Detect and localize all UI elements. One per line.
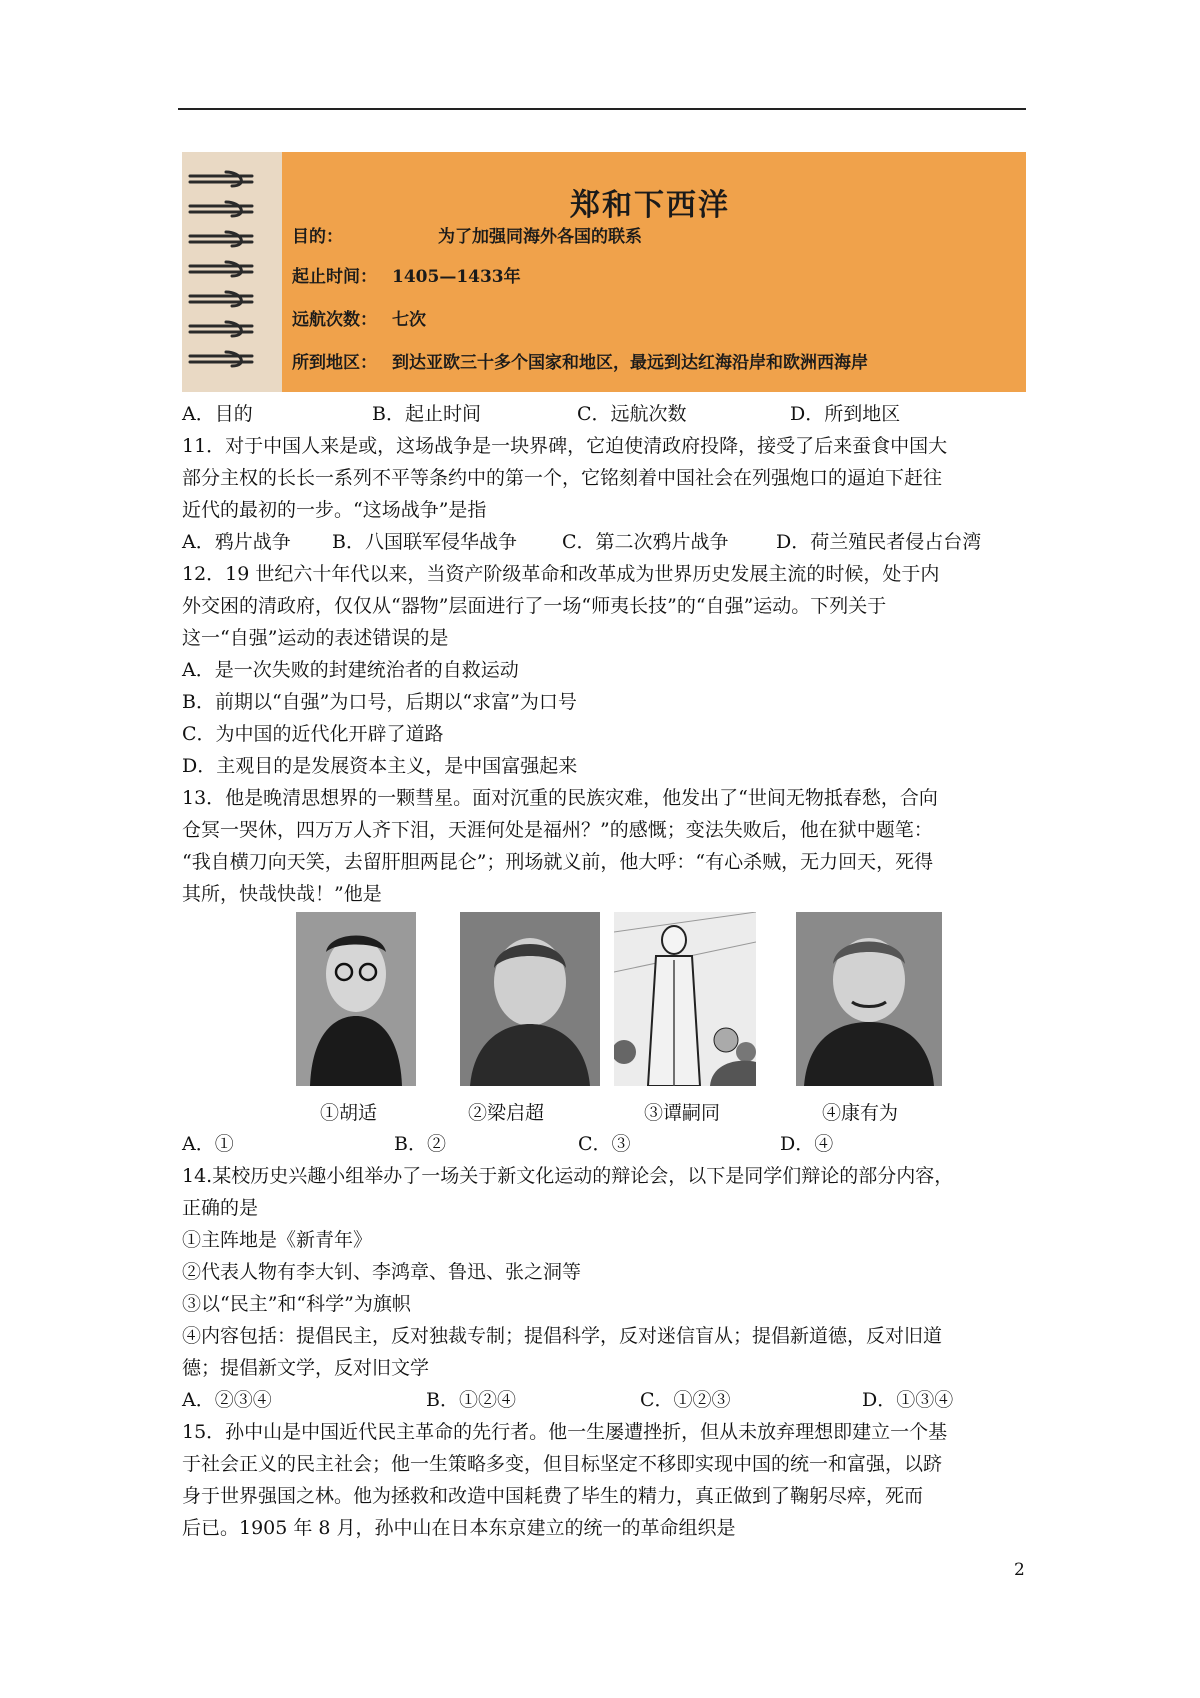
page-number: 2 [1014, 1560, 1025, 1580]
portrait-hu-shi-image [296, 912, 416, 1086]
caption-1: ①胡适 [320, 1102, 378, 1124]
portrait-liang-qichao-image [460, 912, 600, 1086]
q12-option-b[interactable]: B．前期以“自强”为口号，后期以“求富”为口号 [182, 691, 577, 713]
q13-option-b[interactable]: B．② [394, 1133, 446, 1155]
q14-statement: ③以“民主”和“科学”为旗帜 [182, 1293, 411, 1315]
q14-option-c[interactable]: C．①②③ [640, 1389, 731, 1411]
notebook-spine [182, 152, 282, 392]
card-row-value: 到达亚欧三十多个国家和地区，最远到达红海沿岸和欧洲西海岸 [392, 353, 868, 373]
q11-option-a[interactable]: A．鸦片战争 [182, 531, 291, 553]
q13-stem [182, 782, 1032, 910]
q10-option-a[interactable]: A．目的 [182, 403, 253, 425]
card-row-purpose [292, 222, 642, 247]
q10-options [182, 398, 1032, 430]
q13-option-a[interactable]: A．① [182, 1133, 234, 1155]
q14-option-b[interactable]: B．①②④ [426, 1389, 516, 1411]
q11-stem [182, 430, 1032, 526]
q12-option-c[interactable]: C．为中国的近代化开辟了道路 [182, 723, 444, 745]
q12-option-d[interactable]: D．主观目的是发展资本主义，是中国富强起来 [182, 755, 578, 777]
q14-option-a[interactable]: A．②③④ [182, 1389, 272, 1411]
q14-line: 正确的是 [182, 1197, 259, 1219]
q13-line: 13．他是晚清思想界的一颗彗星。面对沉重的民族灾难，他发出了“世间无物抵春愁，合向 [182, 787, 938, 809]
portrait-hu-shi [296, 912, 416, 1086]
q12-line: 12．19 世纪六十年代以来，当资产阶级革命和改革成为世界历史发展主流的时候，处于内 [182, 563, 940, 585]
zhenghe-notebook-card [182, 152, 1026, 392]
card-row-value: 七次 [392, 310, 426, 330]
q12-block [182, 558, 1032, 782]
q15-line: 于社会正义的民主社会；他一生策略多变，但目标坚定不移即实现中国的统一和富强，以跻 [182, 1453, 943, 1475]
card-row-regions [292, 348, 868, 373]
q15-line: 后已。1905 年 8 月，孙中山在日本东京建立的统一的革命组织是 [182, 1517, 736, 1539]
card-row-value: 为了加强同海外各国的联系 [438, 227, 642, 247]
q14-options [182, 1384, 1032, 1416]
q13-options [182, 1128, 1032, 1160]
q15-stem [182, 1416, 1032, 1544]
card-row-label: 远航次数： [292, 310, 377, 330]
q11-option-b[interactable]: B．八国联军侵华战争 [332, 531, 517, 553]
q14-statement: ④内容包括：提倡民主，反对独裁专制；提倡科学，反对迷信盲从；提倡新道德，反对旧道 [182, 1325, 943, 1347]
card-row-label: 所到地区： [292, 353, 377, 373]
q13-option-c[interactable]: C．③ [578, 1133, 631, 1155]
portrait-kang-youwei-image [796, 912, 942, 1086]
q11-line: 部分主权的长长一系列不平等条约中的第一个，它铭刻着中国社会在列强炮口的逼迫下赶往 [182, 467, 943, 489]
portrait-liang-qichao [460, 912, 600, 1086]
portrait-kang-youwei [796, 912, 942, 1086]
card-row-label: 目的： [292, 227, 343, 247]
q11-line: 11．对于中国人来是或，这场战争是一块界碑，它迫使清政府投降，接受了后来蚕食中国大 [182, 435, 948, 457]
q13-line: 仓冥一哭休，四万万人齐下泪，天涯何处是福州？”的感慨；变法失败后，他在狱中题笔： [182, 819, 933, 841]
q14-statement: ①主阵地是《新青年》 [182, 1229, 373, 1251]
q10-option-d[interactable]: D．所到地区 [790, 403, 901, 425]
q15-line: 15．孙中山是中国近代民主革命的先行者。他一生屡遭挫折，但从未放弃理想即建立一个基 [182, 1421, 948, 1443]
illustration-tan-sitong-image [614, 912, 756, 1086]
q12-line: 外交困的清政府，仅仅从“器物”层面进行了一场“师夷长技”的“自强”运动。下列关于 [182, 595, 887, 617]
card-row-dates [292, 262, 521, 287]
q10-option-c[interactable]: C．远航次数 [577, 403, 687, 425]
q12-option-a[interactable]: A．是一次失败的封建统治者的自救运动 [182, 659, 519, 681]
q11-option-d[interactable]: D．荷兰殖民者侵占台湾 [776, 531, 982, 553]
caption-2: ②梁启超 [468, 1102, 545, 1124]
spiral-binding-icon [182, 170, 282, 390]
q11-option-c[interactable]: C．第二次鸦片战争 [562, 531, 729, 553]
q14-option-d[interactable]: D．①③④ [862, 1389, 954, 1411]
card-row-value: 1405—1433年 [392, 267, 521, 287]
illustration-tan-sitong [614, 912, 756, 1086]
q12-line: 这一“自强”运动的表述错误的是 [182, 627, 449, 649]
q11-options [182, 526, 1032, 558]
caption-3: ③谭嗣同 [644, 1102, 721, 1124]
q10-option-b[interactable]: B．起止时间 [372, 403, 481, 425]
caption-4: ④康有为 [822, 1102, 899, 1124]
card-row-voyages [292, 305, 426, 330]
q13-line: “我自横刀向天笑，去留肝胆两昆仑”；刑场就义前，他大呼：“有心杀贼，无力回天，死得 [182, 851, 934, 873]
card-row-label: 起止时间： [292, 267, 377, 287]
q14-line: 14.某校历史兴趣小组举办了一场关于新文化运动的辩论会，以下是同学们辩论的部分内容， [182, 1165, 954, 1187]
header-rule [178, 108, 1026, 110]
q14-block [182, 1160, 1032, 1384]
q11-line: 近代的最初的一步。“这场战争”是指 [182, 499, 487, 521]
q15-line: 身于世界强国之林。他为拯救和改造中国耗费了毕生的精力，真正做到了鞠躬尽瘁，死而 [182, 1485, 924, 1507]
q13-option-d[interactable]: D．④ [780, 1133, 834, 1155]
q14-statement: 德；提倡新文学，反对旧文学 [182, 1357, 430, 1379]
q14-statement: ②代表人物有李大钊、李鸿章、鲁迅、张之洞等 [182, 1261, 582, 1283]
q13-line: 其所，快哉快哉！”他是 [182, 883, 382, 905]
card-title: 郑和下西洋 [570, 188, 730, 223]
